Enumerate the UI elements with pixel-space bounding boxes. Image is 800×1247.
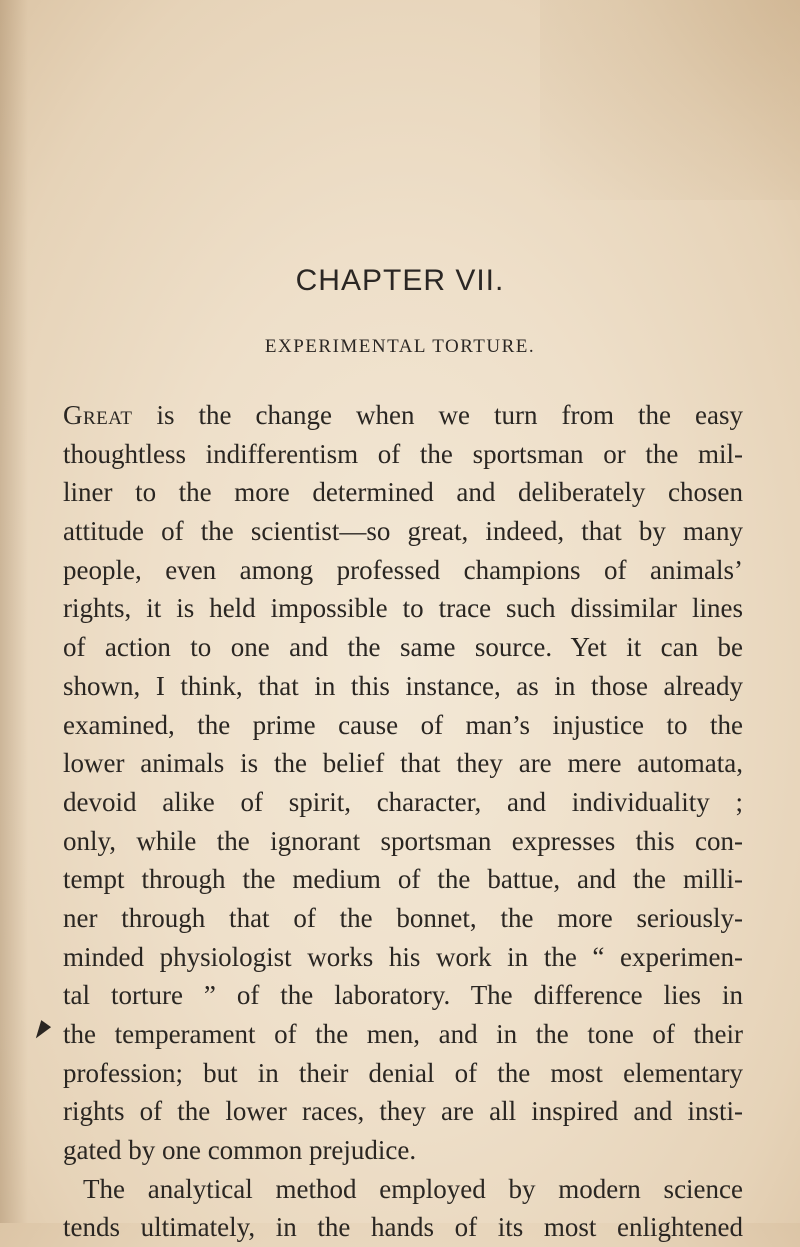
- ink-mark: [31, 1020, 51, 1042]
- paragraph-1-line: the temperament of the men, and in the tone of their: [63, 1019, 743, 1049]
- paragraph-1-line: ner through that of the bonnet, the more seriously-: [63, 902, 743, 933]
- paragraph-1-line: thoughtless indifferentism of the sportsman or the mil-: [63, 438, 743, 469]
- page-gutter-shadow: [0, 0, 28, 1223]
- paragraph-1-line: liner to the more determined and deliberately chosen: [63, 477, 743, 508]
- paragraph-1-line-1: [63, 396, 743, 435]
- paragraph-1-line: of action to one and the same source. Yet it can be: [63, 632, 743, 663]
- paragraph-1-line: profession; but in their denial of the most elementary: [63, 1057, 743, 1088]
- opening-word: Great: [63, 400, 133, 430]
- paper-stain: [540, 0, 800, 200]
- paragraph-1-line: devoid alike of spirit, character, and individuality ;: [63, 786, 743, 817]
- paragraph-1-line: tempt through the medium of the battue, and the milli-: [63, 864, 743, 895]
- chapter-subtitle: EXPERIMENTAL TORTURE.: [264, 336, 536, 357]
- paragraph-1-line: only, while the ignorant sportsman expresses this con-: [63, 825, 743, 856]
- paragraph-1-line: shown, I think, that in this instance, as in those already: [63, 670, 743, 701]
- paragraph-1-line: attitude of the scientist—so great, indeed, that by many: [63, 516, 743, 547]
- opening-line-rest: is the change when we turn from the easy: [132, 400, 743, 430]
- chapter-title: CHAPTER VII.: [295, 264, 505, 297]
- body-text: [63, 396, 743, 1247]
- paragraph-1-line: people, even among professed champions of animals’: [63, 554, 743, 585]
- paragraph-1-line: examined, the prime cause of man’s injustice to the: [63, 709, 743, 740]
- paragraph-1-line: rights of the lower races, they are all inspired and insti-: [63, 1096, 743, 1127]
- paragraph-1-line: minded physiologist works his work in the “ experimen-: [63, 941, 743, 972]
- paragraph-2-line: tends ultimately, in the hands of its most enlightened: [63, 1212, 743, 1243]
- paragraph-1-line: gated by one common prejudice.: [63, 1135, 417, 1166]
- paragraph-1-line: tal torture ” of the laboratory. The difference lies in: [63, 980, 743, 1011]
- paragraph-2-line: The analytical method employed by modern science: [83, 1173, 743, 1204]
- paragraph-1-line: lower animals is the belief that they are mere automata,: [63, 748, 743, 779]
- paragraph-1-line: rights, it is held impossible to trace such dissimilar lines: [63, 593, 743, 624]
